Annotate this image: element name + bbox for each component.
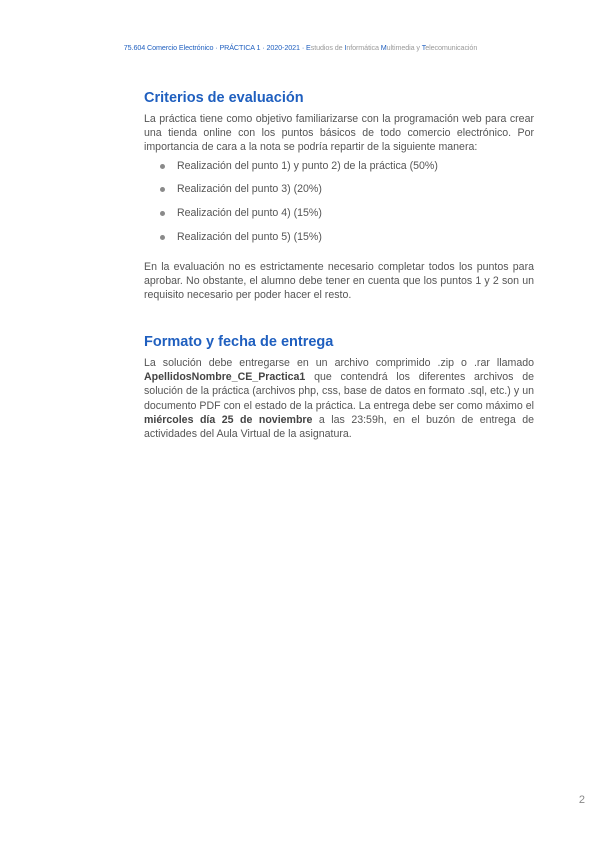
header-program: Estudios de Informática Multimedia y Telecomunicación	[306, 43, 478, 52]
header-course: 75.604 Comercio Electrónico · PRÁCTICA 1 · 2020-2021 ·	[123, 43, 307, 52]
bullet-icon	[160, 211, 165, 216]
bullet-icon	[160, 235, 165, 240]
page-header	[0, 43, 601, 52]
formato-paragraph: La solución debe entregarse en un archivo comprimido .zip o .rar llamado ApellidosNombre_CE_Practica1 que contendrá los diferentes archivos de solución de la práctica (archivos php, css, base de datos en formato .sql, etc.) y un documento PDF con el estado de la práctica. La entrega debe ser como máximo el miércoles día 25 de noviembre a las 23:59h, en el buzón de entrega de actividades del Aula Virtual de la asignatura.	[144, 357, 534, 441]
deadline-text: miércoles día 25 de noviembre	[144, 413, 313, 426]
section-title-formato: Formato y fecha de entrega	[144, 334, 334, 350]
bullet-icon	[160, 164, 165, 169]
criterios-intro: La práctica tiene como objetivo familiarizarse con la programación web para crear una tienda online con los puntos básicos de todo comercio electrónico. Por importancia de cara a la nota se podría repartir de la siguiente manera:	[144, 113, 534, 154]
page-number: 2	[578, 794, 585, 806]
section-title-criterios: Criterios de evaluación	[144, 90, 304, 106]
filename-text: ApellidosNombre_CE_Practica1	[144, 371, 306, 384]
bullet-icon	[160, 187, 165, 192]
criterios-outro: En la evaluación no es estrictamente necesario completar todos los puntos para aprobar. No obstante, el alumno debe tener en cuenta que los puntos 1 y 2 son un requisito necesario per poder hacer el resto.	[144, 261, 534, 302]
